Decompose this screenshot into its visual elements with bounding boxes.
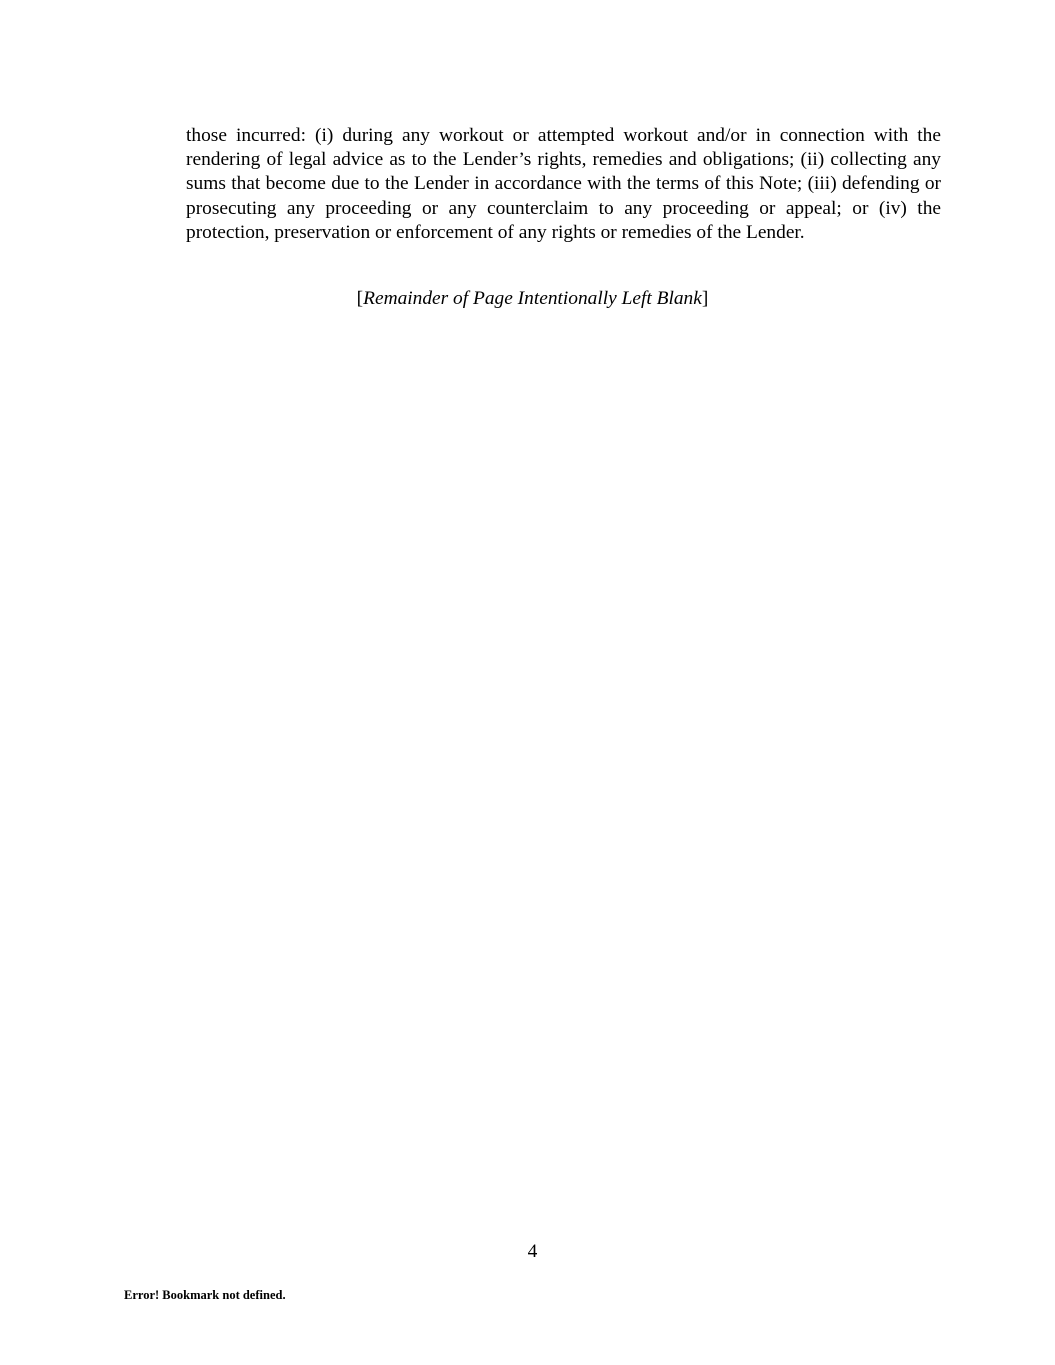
remainder-note <box>0 287 1055 311</box>
remainder-open-bracket: [ <box>356 288 364 309</box>
page-number: 4 <box>527 1241 538 1262</box>
footer-error-text: Error! Bookmark not defined. <box>124 1288 286 1302</box>
remainder-close-bracket: ] <box>701 288 709 309</box>
body-paragraph: those incurred: (i) during any workout or attempted workout and/or in connection with the rendering of legal advice as to the Lender’s rights, remedies and obligations; (ii) collecting any sums that become due to the Lender in accordance with the terms of this Note; (iii) defending or prosecuting any proceeding or any counterclaim to any proceeding or appeal; or (iv) the protection, preservation or enforcement of any rights or remedies of the Lender. <box>186 125 941 243</box>
remainder-text: Remainder of Page Intentionally Left Blank <box>363 288 702 309</box>
